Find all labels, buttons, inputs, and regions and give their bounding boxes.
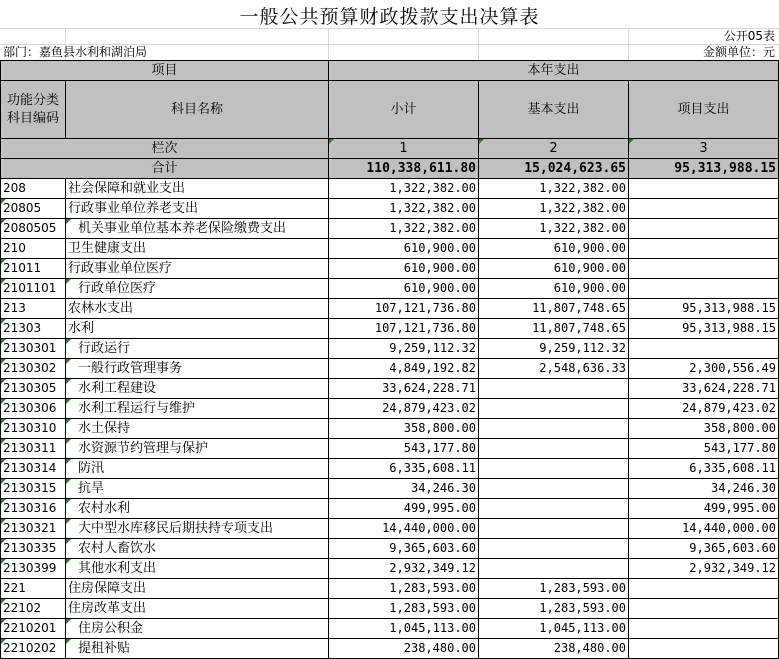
total-basic: 15,024,623.65 (479, 159, 629, 179)
row-basic (479, 519, 629, 539)
row-name: 其他水利支出 (66, 559, 329, 579)
row-project: 34,246.30 (629, 479, 779, 499)
row-basic (479, 479, 629, 499)
column-index-3: 3 (629, 139, 779, 159)
row-basic: 11,807,748.65 (479, 319, 629, 339)
table-row (1, 419, 779, 439)
column-index-1: 1 (329, 139, 479, 159)
row-name: 抗旱 (66, 479, 329, 499)
row-name: 卫生健康支出 (66, 239, 329, 259)
table-row (1, 439, 779, 459)
row-subtotal: 6,335,608.11 (329, 459, 479, 479)
row-project: 6,335,608.11 (629, 459, 779, 479)
row-project: 2,932,349.12 (629, 559, 779, 579)
table-row (1, 339, 779, 359)
row-name: 农村人畜饮水 (66, 539, 329, 559)
table-row (1, 559, 779, 579)
row-code: 213 (1, 299, 66, 319)
row-project: 2,300,556.49 (629, 359, 779, 379)
row-name: 机关事业单位基本养老保险缴费支出 (66, 219, 329, 239)
row-name: 农村水利 (66, 499, 329, 519)
row-project (629, 579, 779, 599)
header-project: 项目支出 (629, 81, 779, 139)
gridline (478, 28, 479, 60)
row-project (629, 279, 779, 299)
row-name: 住房公积金 (66, 619, 329, 639)
row-subtotal: 14,440,000.00 (329, 519, 479, 539)
row-code: 21303 (1, 319, 66, 339)
row-name: 行政事业单位养老支出 (66, 199, 329, 219)
row-name: 提租补贴 (66, 639, 329, 659)
row-subtotal: 4,849,192.82 (329, 359, 479, 379)
row-subtotal: 1,322,382.00 (329, 219, 479, 239)
row-code: 2130399 (1, 559, 66, 579)
row-subtotal: 610,900.00 (329, 279, 479, 299)
row-basic: 610,900.00 (479, 239, 629, 259)
department-label: 部门：嘉鱼县水利和湖泊局 (3, 45, 148, 59)
row-name: 社会保障和就业支出 (66, 179, 329, 199)
table-row (1, 499, 779, 519)
row-basic: 610,900.00 (479, 279, 629, 299)
total-project: 95,313,988.15 (629, 159, 779, 179)
row-subtotal: 107,121,736.80 (329, 299, 479, 319)
header-row-1 (1, 61, 779, 81)
header-subject-name: 科目名称 (66, 81, 329, 139)
row-subtotal: 1,283,593.00 (329, 579, 479, 599)
gridline (328, 28, 329, 60)
row-name: 行政运行 (66, 339, 329, 359)
row-subtotal: 34,246.30 (329, 479, 479, 499)
header-item: 项目 (1, 61, 329, 81)
row-code: 2130311 (1, 439, 66, 459)
row-subtotal: 33,624,228.71 (329, 379, 479, 399)
row-code: 210 (1, 239, 66, 259)
row-subtotal: 9,259,112.32 (329, 339, 479, 359)
row-basic (479, 559, 629, 579)
table-row (1, 199, 779, 219)
row-code: 208 (1, 179, 66, 199)
total-subtotal: 110,338,611.80 (329, 159, 479, 179)
table-row (1, 279, 779, 299)
row-basic: 2,548,636.33 (479, 359, 629, 379)
row-basic (479, 439, 629, 459)
row-name: 大中型水库移民后期扶持专项支出 (66, 519, 329, 539)
total-label: 合计 (1, 159, 329, 179)
table-row (1, 259, 779, 279)
row-code: 221 (1, 579, 66, 599)
row-project: 95,313,988.15 (629, 319, 779, 339)
row-subtotal: 107,121,736.80 (329, 319, 479, 339)
row-name: 住房改革支出 (66, 599, 329, 619)
row-code: 2130335 (1, 539, 66, 559)
row-subtotal: 238,480.00 (329, 639, 479, 659)
row-project (629, 599, 779, 619)
row-basic: 1,322,382.00 (479, 199, 629, 219)
row-project: 33,624,228.71 (629, 379, 779, 399)
row-code: 2130321 (1, 519, 66, 539)
row-project: 9,365,603.60 (629, 539, 779, 559)
row-name: 水资源节约管理与保护 (66, 439, 329, 459)
row-name: 防汛 (66, 459, 329, 479)
gridline (628, 28, 629, 60)
row-subtotal: 1,283,593.00 (329, 599, 479, 619)
table-row (1, 379, 779, 399)
row-project (629, 219, 779, 239)
row-project: 543,177.80 (629, 439, 779, 459)
row-code: 21011 (1, 259, 66, 279)
row-project (629, 179, 779, 199)
column-index-row (1, 139, 779, 159)
row-name: 行政事业单位医疗 (66, 259, 329, 279)
table-row (1, 219, 779, 239)
table-row (1, 579, 779, 599)
row-project: 24,879,423.02 (629, 399, 779, 419)
row-subtotal: 610,900.00 (329, 239, 479, 259)
row-name: 水利工程运行与维护 (66, 399, 329, 419)
row-basic (479, 459, 629, 479)
row-code: 2130305 (1, 379, 66, 399)
row-basic: 1,283,593.00 (479, 579, 629, 599)
row-code: 2130301 (1, 339, 66, 359)
row-basic: 1,283,593.00 (479, 599, 629, 619)
table-row (1, 479, 779, 499)
row-code: 2130315 (1, 479, 66, 499)
row-name: 水土保持 (66, 419, 329, 439)
row-name: 水利工程建设 (66, 379, 329, 399)
row-subtotal: 610,900.00 (329, 259, 479, 279)
row-subtotal: 2,932,349.12 (329, 559, 479, 579)
row-name: 住房保障支出 (66, 579, 329, 599)
page-title: 一般公共预算财政拨款支出决算表 (239, 6, 540, 28)
row-basic (479, 539, 629, 559)
row-name: 水利 (66, 319, 329, 339)
column-row-label: 栏次 (1, 139, 329, 159)
row-basic (479, 419, 629, 439)
row-code: 2130314 (1, 459, 66, 479)
row-project: 358,800.00 (629, 419, 779, 439)
column-index-2: 2 (479, 139, 629, 159)
header-current-year: 本年支出 (329, 61, 779, 81)
table-row (1, 319, 779, 339)
table-row (1, 619, 779, 639)
row-code: 2130310 (1, 419, 66, 439)
table-row (1, 599, 779, 619)
row-name: 行政单位医疗 (66, 279, 329, 299)
header-basic: 基本支出 (479, 81, 629, 139)
header-row-2 (1, 81, 779, 139)
row-code: 2210201 (1, 619, 66, 639)
row-subtotal: 499,995.00 (329, 499, 479, 519)
row-basic (479, 399, 629, 419)
row-code: 20805 (1, 199, 66, 219)
row-code: 2101101 (1, 279, 66, 299)
row-project (629, 259, 779, 279)
row-project (629, 199, 779, 219)
row-subtotal: 24,879,423.02 (329, 399, 479, 419)
row-code: 2130302 (1, 359, 66, 379)
row-basic (479, 499, 629, 519)
table-row (1, 539, 779, 559)
row-subtotal: 1,322,382.00 (329, 179, 479, 199)
row-name: 农林水支出 (66, 299, 329, 319)
budget-table (0, 60, 779, 659)
row-basic: 610,900.00 (479, 259, 629, 279)
row-project: 499,995.00 (629, 499, 779, 519)
row-subtotal: 9,365,603.60 (329, 539, 479, 559)
row-subtotal: 1,045,113.00 (329, 619, 479, 639)
table-row (1, 459, 779, 479)
form-code: 公开05表 (723, 29, 775, 43)
row-code: 22102 (1, 599, 66, 619)
table-row (1, 399, 779, 419)
row-project: 95,313,988.15 (629, 299, 779, 319)
row-code: 2210202 (1, 639, 66, 659)
row-project (629, 339, 779, 359)
row-basic: 9,259,112.32 (479, 339, 629, 359)
header-subtotal: 小计 (329, 81, 479, 139)
unit-label: 金额单位：元 (702, 45, 775, 59)
row-project (629, 619, 779, 639)
row-basic: 1,322,382.00 (479, 219, 629, 239)
row-code: 2130306 (1, 399, 66, 419)
row-subtotal: 1,322,382.00 (329, 199, 479, 219)
row-subtotal: 543,177.80 (329, 439, 479, 459)
table-row (1, 179, 779, 199)
row-project (629, 239, 779, 259)
row-basic (479, 379, 629, 399)
row-basic: 238,480.00 (479, 639, 629, 659)
row-code: 2080505 (1, 219, 66, 239)
total-row (1, 159, 779, 179)
row-project (629, 639, 779, 659)
table-row (1, 299, 779, 319)
title-row (0, 0, 779, 29)
table-row (1, 239, 779, 259)
table-row (1, 639, 779, 659)
row-code: 2130316 (1, 499, 66, 519)
table-row (1, 519, 779, 539)
header-func-code: 功能分类科目编码 (1, 81, 66, 139)
row-name: 一般行政管理事务 (66, 359, 329, 379)
row-basic: 11,807,748.65 (479, 299, 629, 319)
row-project: 14,440,000.00 (629, 519, 779, 539)
table-row (1, 359, 779, 379)
row-basic: 1,322,382.00 (479, 179, 629, 199)
row-subtotal: 358,800.00 (329, 419, 479, 439)
row-basic: 1,045,113.00 (479, 619, 629, 639)
